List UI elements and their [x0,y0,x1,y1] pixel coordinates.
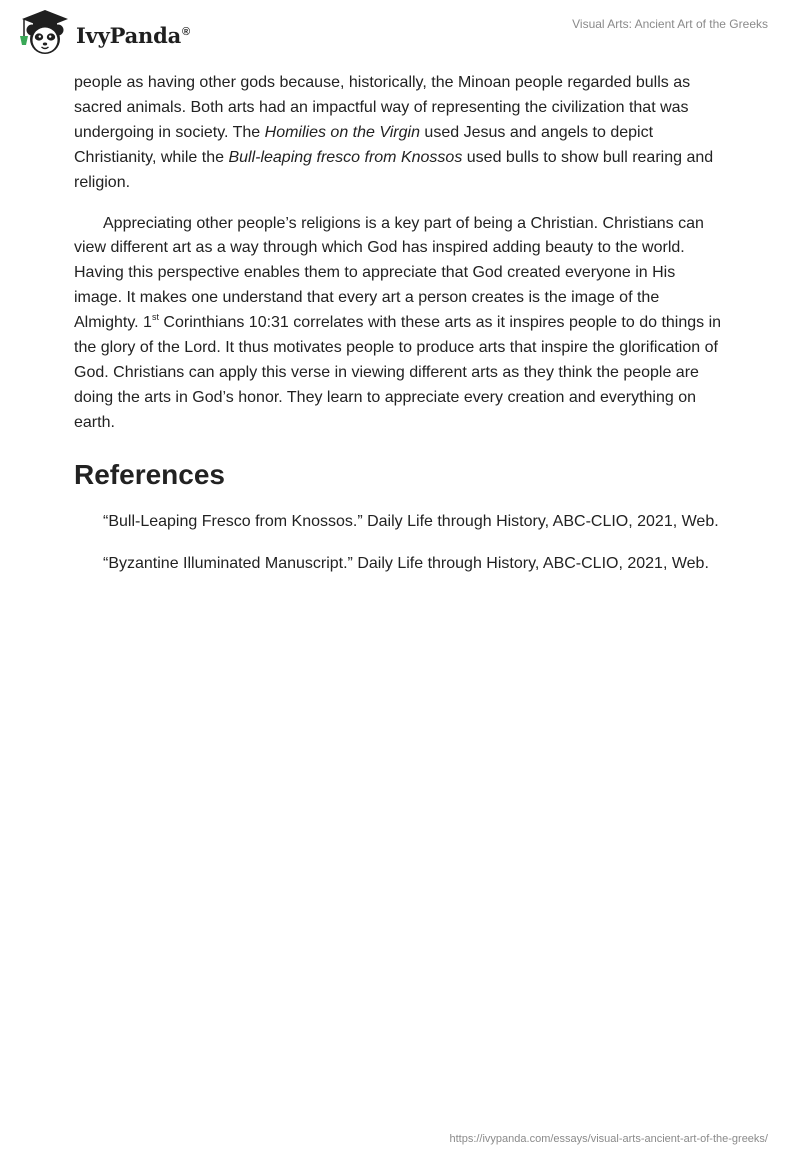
panda-logo-icon [16,8,72,58]
ordinal-suffix: st [151,312,159,323]
paragraph-continued: people as having other gods because, historically, the Minoan people regarded bulls as sacred animals. Both arts had an impactful way of representing the civilization that was undergoing in society. The Homilies on the Virgin used Jesus and angels to depict Christianity, while the Bull-leaping fresco from Knossos used bulls to show bull rearing and religion. [74,74,714,191]
paragraph-christian-perspective: Appreciating other people’s religions is a key part of being a Christian. Christians can view different art as a way through which God has inspired adding beauty to the world. Having this perspective enables them to appreciate that God created everyone in His image. It makes one understand that every art a person creates is the image of the Almighty. 1st Corinthians 10:31 correlates with these arts as it inspires people to do things in the glory of the Lord. It thus motivates people to produce arts that inspire the glorification of God. Christians can apply this verse in viewing different arts as they think the people are doing the arts in God’s honor. They learn to appreciate every creation and everything on earth. [74,214,722,431]
reference-item: “Bull-Leaping Fresco from Knossos.” Daily Life through History, ABC-CLIO, 2021, Web. [103,512,719,530]
logo[interactable] [16,8,190,58]
page-header [16,8,768,60]
references-heading: References [74,458,225,490]
italic-title-bull-leaping: Bull-leaping fresco from Knossos [228,148,463,166]
reference-item: “Byzantine Illuminated Manuscript.” Daily Life through History, ABC-CLIO, 2021, Web. [103,554,709,572]
document-title: Visual Arts: Ancient Art of the Greeks [572,17,768,31]
essay-body [74,71,726,594]
footer-url-link[interactable]: https://ivypanda.com/essays/visual-arts-ancient-art-of-the-greeks/ [449,1133,768,1145]
italic-title-homilies: Homilies on the Virgin [264,123,420,141]
logo-wordmark: IvyPanda® [76,22,190,48]
registered-mark: ® [182,25,190,38]
